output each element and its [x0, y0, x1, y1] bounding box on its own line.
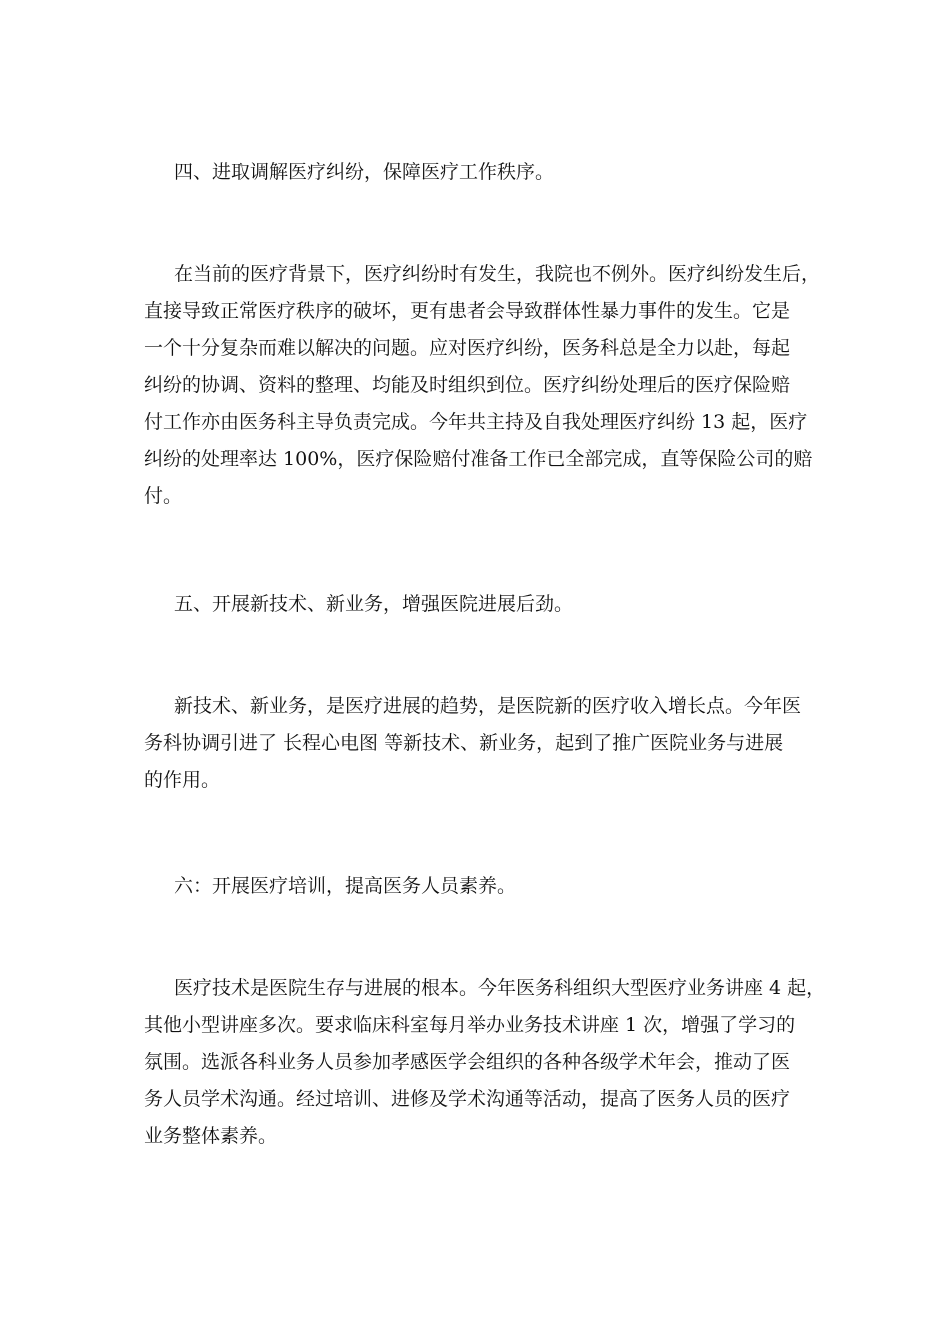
- paragraph-line: 务科协调引进了 长程心电图 等新技术、新业务，起到了推广医院业务与进展: [144, 732, 784, 754]
- paragraph-line: 在当前的医疗背景下，医疗纠纷时有发生，我院也不例外。医疗纠纷发生后，: [174, 263, 821, 285]
- paragraph-line: 一个十分复杂而难以解决的问题。应对医疗纠纷，医务科总是全力以赴，每起: [144, 337, 791, 359]
- paragraph-line: 纠纷的协调、资料的整理、均能及时组织到位。医疗纠纷处理后的医疗保险赔: [144, 374, 791, 396]
- section-heading-6: 六：开展医疗培训，提高医务人员素养。: [174, 875, 517, 897]
- paragraph-line: 直接导致正常医疗秩序的破坏，更有患者会导致群体性暴力事件的发生。它是: [144, 300, 791, 322]
- paragraph-line: 付。: [144, 485, 183, 507]
- section-heading-5: 五、开展新技术、新业务，增强医院进展后劲。: [174, 593, 574, 615]
- paragraph-line: 务人员学术沟通。经过培训、进修及学术沟通等活动，提高了医务人员的医疗: [144, 1088, 791, 1110]
- paragraph-line: 医疗技术是医院生存与进展的根本。今年医务科组织大型医疗业务讲座 4 起，: [174, 977, 826, 999]
- paragraph-line: 付工作亦由医务科主导负责完成。今年共主持及自我处理医疗纠纷 13 起，医疗: [144, 411, 808, 433]
- section-paragraph-5: [144, 694, 814, 805]
- paragraph-line: 其他小型讲座多次。要求临床科室每月举办业务技术讲座 1 次，增强了学习的: [144, 1014, 796, 1036]
- section-paragraph-4: [144, 262, 821, 521]
- paragraph-line: 的作用。: [144, 769, 221, 791]
- paragraph-line: 新技术、新业务，是医疗进展的趋势，是医院新的医疗收入增长点。今年医: [174, 695, 802, 717]
- paragraph-line: 氛围。选派各科业务人员参加孝感医学会组织的各种各级学术年会，推动了医: [144, 1051, 791, 1073]
- paragraph-line: 纠纷的处理率达 100%，医疗保险赔付准备工作已全部完成，直等保险公司的赔: [144, 448, 813, 470]
- section-heading-4: 四、进取调解医疗纠纷，保障医疗工作秩序。: [174, 161, 555, 183]
- paragraph-line: 业务整体素养。: [144, 1125, 278, 1147]
- section-paragraph-6: [144, 976, 826, 1161]
